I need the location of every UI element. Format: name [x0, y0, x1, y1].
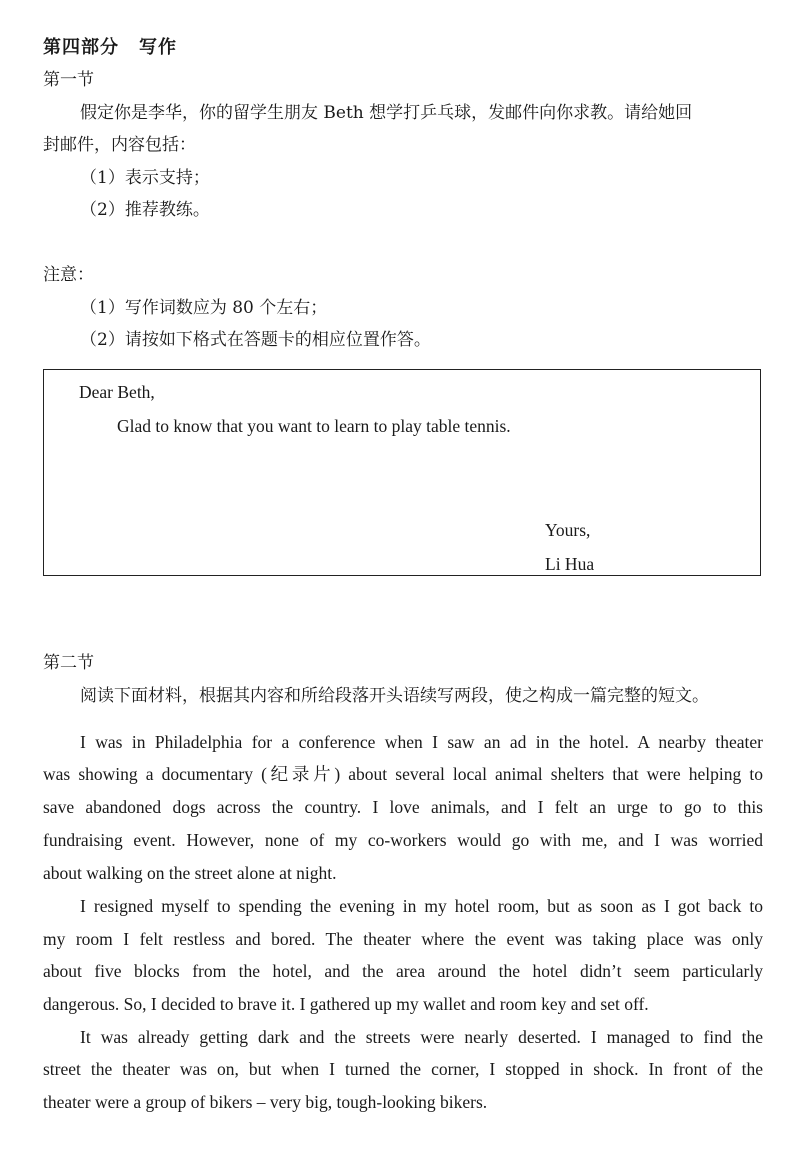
passage-line: street the theater was on, but when I turned the corner, I stopped in shock. In front of the — [43, 1059, 763, 1079]
prompt-line-1: 假定你是李华，你的留学生朋友 Beth 想学打乒乓球，发邮件向你求教。请给她回 — [80, 103, 693, 123]
letter-closing: Yours, — [545, 520, 591, 540]
passage-line: I resigned myself to spending the evening in my hotel room, but as soon as I got back to — [80, 896, 763, 916]
note-2: （2）请按如下格式在答题卡的相应位置作答。 — [80, 330, 431, 350]
part-title: 第四部分 — [43, 37, 119, 58]
note-label: 注意： — [43, 265, 94, 285]
section1-label: 第一节 — [43, 70, 94, 90]
passage-line: It was already getting dark and the streets were nearly deserted. I managed to find the — [80, 1027, 763, 1047]
passage-line: dangerous. So, I decided to brave it. I gathered up my wallet and room key and set off. — [43, 994, 649, 1014]
note-1: （1）写作词数应为 80 个左右； — [80, 298, 328, 318]
prompt-line-2: 封邮件，内容包括： — [43, 135, 196, 155]
passage-line: was showing a documentary (纪录片) about several local animal shelters that were helping to — [43, 764, 763, 784]
part-heading — [43, 37, 177, 59]
passage-line: fundraising event. However, none of my co-workers would go with me, and I was worried — [43, 830, 763, 850]
passage-line: save abandoned dogs across the country. I love animals, and I felt an urge to go to this — [43, 797, 763, 817]
passage-line: I was in Philadelphia for a conference when I saw an ad in the hotel. A nearby theater — [80, 732, 763, 752]
requirement-2: （2）推荐教练。 — [80, 200, 210, 220]
letter-opening: Glad to know that you want to learn to play table tennis. — [117, 416, 511, 436]
passage-line: about walking on the street alone at night. — [43, 863, 337, 883]
passage-line: my room I felt restless and bored. The theater where the event was taking place was only — [43, 929, 763, 949]
letter-signature: Li Hua — [545, 554, 595, 574]
passage-line: about five blocks from the hotel, and the area around the hotel didn’t seem particularly — [43, 961, 763, 981]
letter-greeting: Dear Beth, — [79, 382, 155, 402]
section2-instruction: 阅读下面材料，根据其内容和所给段落开头语续写两段，使之构成一篇完整的短文。 — [80, 686, 709, 706]
part-subtitle: 写作 — [139, 37, 177, 58]
section2-label: 第二节 — [43, 653, 94, 673]
requirement-1: （1）表示支持； — [80, 168, 210, 188]
passage-line: theater were a group of bikers – very big, tough-looking bikers. — [43, 1092, 488, 1112]
